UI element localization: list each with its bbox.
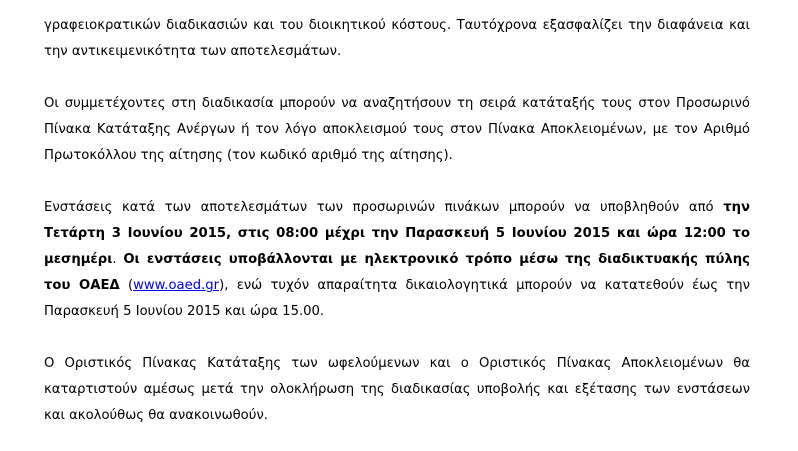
document-body [44,0,750,429]
objections-close-paren: ), [219,278,237,293]
objections-method: Οι ενστάσεις υποβάλλονται με ηλεκτρονικό τρόπο μέσω της διαδικτυακής πύλης του ΟΑΕΔ [44,252,750,293]
paragraph-objections [44,195,750,325]
oaed-link[interactable]: www.oaed.gr [133,278,220,293]
objections-dates: την Τετάρτη 3 Ιουνίου 2015, στις 08:00 μέχρι την Παρασκευή 5 Ιουνίου 2015 και ώρα 12:00 το μεσημέρι [44,200,750,267]
objections-open-paren: ( [119,278,134,293]
objections-dot: . [112,252,124,267]
paragraph-transparency: γραφειοκρατικών διαδικασιών και του διοικητικού κόστους. Ταυτόχρονα εξασφαλίζει την διαφάνεια και την αντικειμενικότητα των αποτελεσμάτων. [44,18,750,59]
paragraph-search-ranking: Οι συμμετέχοντες στη διαδικασία μπορούν να αναζητήσουν τη σειρά κατάταξής τους στον Προσωρινό Πίνακα Κατάταξης Ανέργων ή τον λόγο αποκλεισμού τους στον Πίνακα Αποκλειομένων, με τον Αριθμό Πρωτοκόλλου της αίτησης (τον κωδικό αριθμό της αίτησης). [44,96,750,163]
objections-outro: ενώ τυχόν απαραίτητα δικαιολογητικά μπορούν να κατατεθούν έως την Παρασκευή 5 Ιουνίου 2015 και ώρα 15.00. [44,278,750,319]
paragraph-final-tables: Ο Οριστικός Πίνακας Κατάταξης των ωφελούμενων και ο Οριστικός Πίνακας Αποκλειομένων θα καταρτιστούν αμέσως μετά την ολοκλήρωση της διαδικασίας υποβολής και εξέτασης των ενστάσεων και ακολούθως θα ανακοινωθούν. [44,356,750,423]
objections-intro: Ενστάσεις κατά των αποτελεσμάτων των προσωρινών πινάκων μπορούν να υποβληθούν από [44,200,724,215]
